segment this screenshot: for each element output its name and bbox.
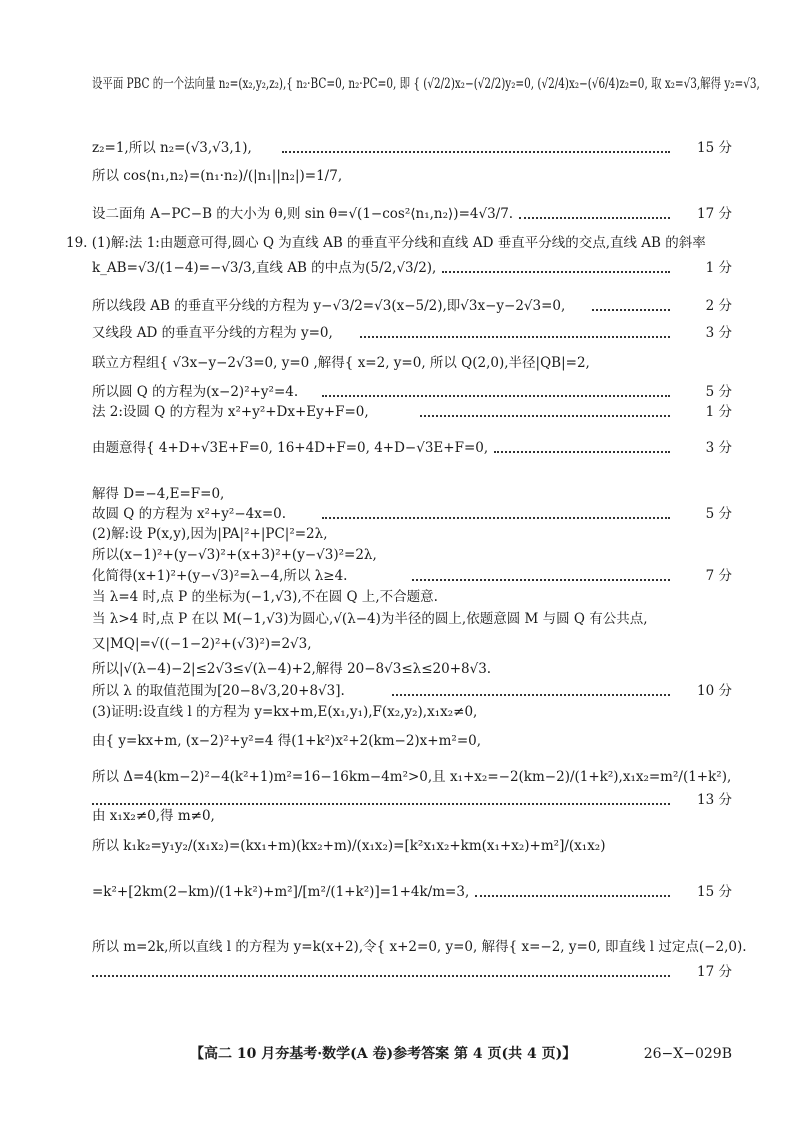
line-text: z₂=1,所以 n₂=(√3,√3,1), — [92, 140, 252, 156]
line-text: 化简得(x+1)²+(y−√3)²=λ−4,所以 λ≥4. — [92, 568, 348, 584]
score-label: 5 分 — [705, 384, 732, 400]
dot-leader — [494, 451, 670, 453]
dot-leader — [92, 975, 670, 977]
score-label: 15 分 — [697, 884, 732, 900]
score-label: 3 分 — [705, 440, 732, 456]
line-solve-system — [0, 353, 800, 373]
dot-leader — [322, 517, 670, 519]
dot-leader — [412, 579, 670, 581]
line-dihedral-angle — [0, 204, 800, 224]
line-text: k_AB=√3/(1−4)=−√3/3,直线 AB 的中点为(5/2,√3/2), — [92, 260, 437, 276]
dot-leader — [592, 309, 670, 311]
score-label: 13 分 — [697, 792, 732, 808]
line-text: 又|MQ|=√((−1−2)²+(√3)²)=2√3, — [92, 636, 312, 652]
score-label: 15 分 — [697, 140, 732, 156]
score-label: 17 分 — [697, 964, 732, 980]
line-text: 解得 D=−4,E=F=0, — [92, 486, 225, 502]
line-circle-equation-2 — [0, 504, 800, 524]
dot-leader — [420, 415, 670, 417]
line-cosine — [0, 166, 800, 186]
line-text: 当 λ=4 时,点 P 的坐标为(−1,√3),不在圆 Q 上,不合题意. — [92, 589, 438, 605]
line-text: 所以(x−1)²+(y−√3)²+(x+3)²+(y−√3)²=2λ, — [92, 547, 377, 563]
line-lambda-gt-4 — [0, 609, 800, 629]
line-score-17 — [0, 962, 800, 982]
line-text: 故圆 Q 的方程为 x²+y²−4x=0. — [92, 506, 287, 522]
line-text: 所以 λ 的取值范围为[20−8√3,20+8√3]. — [92, 683, 345, 699]
line-text: 由{ y=kx+m, (x−2)²+y²=4 得(1+k²)x²+2(km−2)x+m²=0, — [92, 733, 482, 749]
line-text: 设平面 PBC 的一个法向量 n₂=(x₂,y₂,z₂),{ n₂·BC=0, n₂·PC=0, 即 { (√2/2)x₂−(√2/2)y₂=0, (√2/4)x₂−(√6/4)z₂=0, 取 x₂=√3,解得 y₂=√3, — [92, 76, 760, 92]
line-part2-expand — [0, 545, 800, 565]
line-n2-result — [0, 138, 800, 158]
footer-code: 26−X−029B — [643, 1046, 732, 1062]
line-lambda-eq-4 — [0, 587, 800, 607]
line-text: 所以|√(λ−4)−2|≤2√3≤√(λ−4)+2,解得 20−8√3≤λ≤20+8√3. — [92, 661, 492, 677]
line-mq-distance — [0, 634, 800, 654]
line-part2-setup — [0, 524, 800, 544]
dot-leader — [282, 151, 670, 153]
dot-leader — [519, 217, 670, 219]
line-text: (3)证明:设直线 l 的方程为 y=kx+m,E(x₁,y₁),F(x₂,y₂),x₁x₂≠0, — [92, 704, 478, 720]
line-q19-intro — [0, 233, 800, 253]
score-label: 5 分 — [705, 506, 732, 522]
line-text: =k²+[2km(2−km)/(1+k²)+m²]/[m²/(1+k²)]=1+4k/m=3, — [92, 884, 470, 900]
line-circle-equation — [0, 382, 800, 402]
score-label: 1 分 — [705, 404, 732, 420]
line-part2-simplify — [0, 566, 800, 586]
line-text: 所以圆 Q 的方程为(x−2)²+y²=4. — [92, 384, 299, 400]
score-label: 17 分 — [697, 206, 732, 222]
line-text: (2)解:设 P(x,y),因为|PA|²+|PC|²=2λ, — [92, 526, 328, 542]
score-label: 7 分 — [705, 568, 732, 584]
line-system-def — [0, 426, 800, 470]
score-label: 1 分 — [705, 260, 732, 276]
line-text: 设二面角 A−PC−B 的大小为 θ,则 sin θ=√(1−cos²⟨n₁,n₂⟩)=4√3/7. — [92, 206, 514, 222]
line-ab-bisector — [0, 296, 800, 316]
score-label: 10 分 — [697, 683, 732, 699]
line-text: 所以 k₁k₂=y₁y₂/(x₁x₂)=(kx₁+m)(kx₂+m)/(x₁x₂)=[k²x₁x₂+km(x₁+x₂)+m²]/(x₁x₂) — [92, 838, 606, 854]
line-text: 所以 cos⟨n₁,n₂⟩=(n₁·n₂)/(|n₁||n₂|)=1/7, — [92, 168, 343, 184]
line-m-nonzero — [0, 806, 800, 826]
line-k1k2-result — [0, 882, 800, 902]
dot-leader — [322, 395, 670, 397]
dot-leader — [442, 271, 670, 273]
page-footer — [0, 1043, 800, 1065]
line-part3-setup — [0, 702, 800, 722]
dot-leader — [475, 895, 670, 897]
line-text: 由题意得{ 4+D+√3E+F=0, 16+4D+F=0, 4+D−√3E+F=0, — [92, 440, 489, 456]
dot-leader — [360, 336, 670, 338]
line-text: 法 2:设圆 Q 的方程为 x²+y²+Dx+Ey+F=0, — [92, 404, 369, 420]
line-solve-def — [0, 484, 800, 504]
dot-leader — [92, 803, 670, 805]
line-lambda-range — [0, 681, 800, 701]
line-text: 所以线段 AB 的垂直平分线的方程为 y−√3/2=√3(x−5/2),即√3x−y−2√3=0, — [92, 298, 566, 314]
footer-title: 【高二 10 月夯基考·数学(A 卷)参考答案 第 4 页(共 4 页)】 — [190, 1046, 577, 1062]
line-normal-vector-pbc — [0, 62, 800, 106]
line-inequality — [0, 659, 800, 679]
line-slope-midpoint — [0, 258, 800, 278]
score-label: 2 分 — [705, 298, 732, 314]
line-text: 所以 m=2k,所以直线 l 的方程为 y=k(x+2),令{ x+2=0, y=0, 解得{ x=−2, y=0, 即直线 l 过定点(−2,0). — [92, 939, 747, 955]
line-text: 当 λ>4 时,点 P 在以 M(−1,√3)为圆心,√(λ−4)为半径的圆上,依题意圆 M 与圆 Q 有公共点, — [92, 611, 648, 627]
score-label: 3 分 — [705, 325, 732, 341]
line-method2 — [0, 402, 800, 422]
dot-leader — [392, 694, 670, 696]
line-discriminant — [0, 767, 800, 787]
line-k1k2 — [0, 836, 800, 856]
line-text: 19. (1)解:法 1:由题意可得,圆心 Q 为直线 AB 的垂直平分线和直线 AD 垂直平分线的交点,直线 AB 的斜率 — [66, 235, 706, 251]
line-ad-bisector — [0, 323, 800, 343]
line-fixed-point — [0, 937, 800, 957]
line-text: 联立方程组{ √3x−y−2√3=0, y=0 ,解得{ x=2, y=0, 所以 Q(2,0),半径|QB|=2, — [92, 355, 590, 371]
line-text: 由 x₁x₂≠0,得 m≠0, — [92, 808, 215, 824]
line-text: 又线段 AD 的垂直平分线的方程为 y=0, — [92, 325, 333, 341]
line-part3-system — [0, 731, 800, 751]
line-text: 所以 Δ=4(km−2)²−4(k²+1)m²=16−16km−4m²>0,且 x₁+x₂=−2(km−2)/(1+k²),x₁x₂=m²/(1+k²), — [92, 769, 732, 785]
